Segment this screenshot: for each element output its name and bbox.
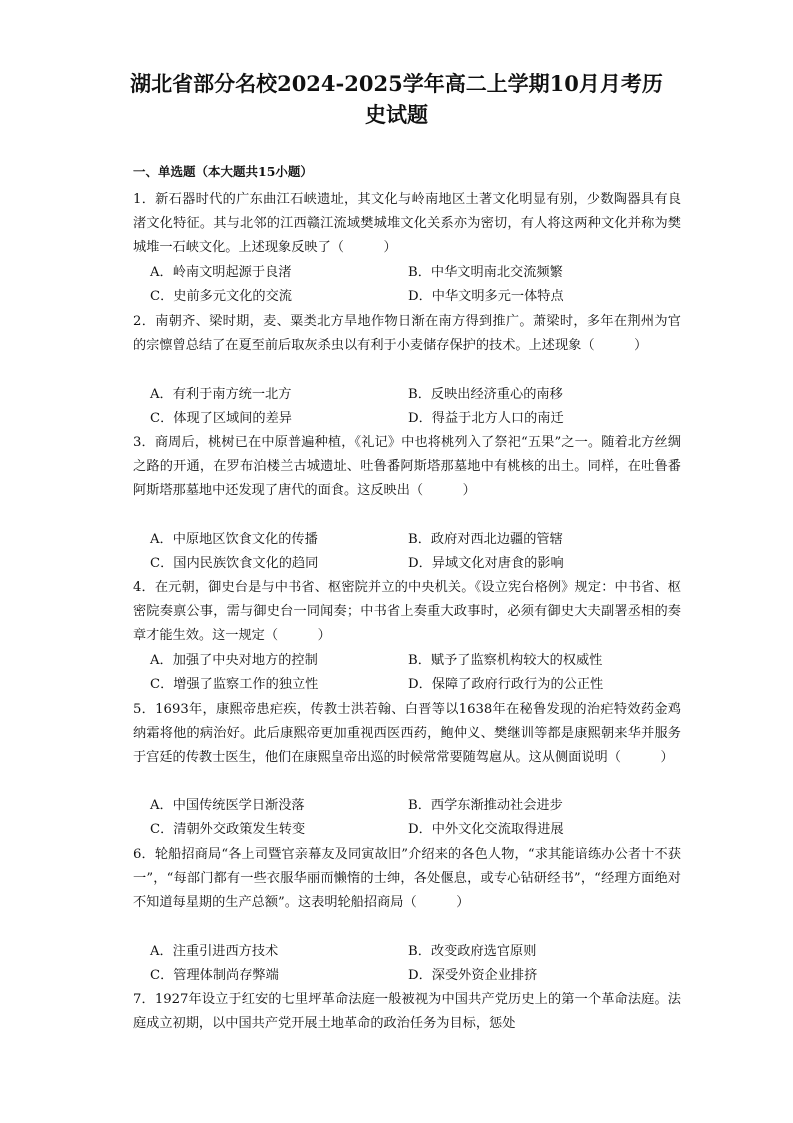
option-b: B．反映出经济重心的南移 bbox=[408, 387, 563, 402]
option-d: D．异域文化对唐食的影响 bbox=[408, 556, 564, 572]
question-3-options bbox=[150, 528, 680, 576]
option-c: C．体现了区域间的差异 bbox=[150, 411, 292, 427]
option-d: D．中华文明多元一体特点 bbox=[408, 289, 564, 305]
question-1-options bbox=[150, 261, 680, 309]
option-a: A．有利于南方统一北方 bbox=[150, 387, 292, 402]
question-5-options bbox=[150, 794, 680, 842]
question-6: 6．轮船招商局“各上司暨官亲幕友及同寅故旧”介绍来的各色人物，“求其能谙练办公者十不获一”，“每部门都有一些衣服华丽而懒惰的士绅，各处偃息，或专心钻研经书”，“经理方面绝对不知道每星期的生产总额”。这表明轮船招商局（ ） bbox=[133, 847, 681, 911]
section-heading: 一、单选题（本大题共15小题） bbox=[133, 164, 313, 179]
option-d: D．保障了政府行政行为的公正性 bbox=[408, 677, 604, 693]
option-c: C．增强了监察工作的独立性 bbox=[150, 677, 319, 693]
option-b: B．政府对西北边疆的管辖 bbox=[408, 532, 563, 547]
option-c: C．国内民族饮食文化的趋同 bbox=[150, 556, 319, 572]
question-7: 7．1927年设立于红安的七里坪革命法庭一般被视为中国共产党历史上的第一个革命法庭。法庭成立初期，以中国共产党开展土地革命的政治任务为目标，惩处 bbox=[133, 992, 681, 1032]
question-4: 4．在元朝，御史台是与中书省、枢密院并立的中央机关。《设立宪台格例》规定：中书省、枢密院奏禀公事，需与御史台一同闻奏；中书省上奏重大政事时，必须有御史大夫副署丞相的奏章才能生效。这一规定（ ） bbox=[133, 580, 681, 644]
question-1: 1．新石器时代的广东曲江石峡遗址，其文化与岭南地区土著文化明显有别，少数陶器具有良渚文化特征。其与北邻的江西赣江流域樊城堆文化关系亦为密切，有人将这两种文化并称为樊城堆一石峡文化。上述现象反映了（ ） bbox=[133, 192, 681, 256]
option-a: A．岭南文明起源于良渚 bbox=[150, 265, 292, 280]
option-c: C．史前多元文化的交流 bbox=[150, 289, 292, 305]
option-a: A．中原地区饮食文化的传播 bbox=[150, 532, 318, 547]
option-d: D．深受外资企业排挤 bbox=[408, 968, 538, 984]
option-d: D．中外文化交流取得进展 bbox=[408, 822, 564, 838]
option-b: B．西学东渐推动社会进步 bbox=[408, 798, 563, 813]
page-title: 湖北省部分名校2024-2025学年高二上学期10月月考历史试题 bbox=[130, 71, 663, 127]
question-4-options bbox=[150, 649, 680, 697]
option-d: D．得益于北方人口的南迁 bbox=[408, 411, 564, 427]
option-a: A．加强了中央对地方的控制 bbox=[150, 653, 318, 668]
option-a: A．中国传统医学日渐没落 bbox=[150, 798, 305, 813]
question-3: 3．商周后，桃树已在中原普遍种植，《礼记》中也将桃列入了祭祀“五果”之一。随着北方丝绸之路的开通，在罗布泊楼兰古城遗址、吐鲁番阿斯塔那墓地中有桃核的出土。同样，在吐鲁番阿斯塔那墓地中还发现了唐代的面食。这反映出（ ） bbox=[133, 435, 681, 499]
option-c: C．清朝外交政策发生转变 bbox=[150, 822, 306, 838]
option-b: B．中华文明南北交流频繁 bbox=[408, 265, 563, 280]
question-5: 5．1693年，康熙帝患疟疾，传教士洪若翰、白晋等以1638年在秘鲁发现的治疟特效药金鸡纳霜将他的病治好。此后康熙帝更加重视西医西药，鲍仲义、樊继训等都是康熙朝来华并服务于宫廷的传教士医生，他们在康熙皇帝出巡的时候常常要随驾扈从。这从侧面说明（ ） bbox=[133, 702, 681, 766]
question-2: 2．南朝齐、梁时期，麦、粟类北方旱地作物日渐在南方得到推广。萧梁时，多年在荆州为官的宗懔曾总结了在夏至前后取灰杀虫以有利于小麦储存保护的技术。上述现象（ ） bbox=[133, 314, 681, 354]
option-b: B．赋予了监察机构较大的权威性 bbox=[408, 653, 603, 668]
option-a: A．注重引进西方技术 bbox=[150, 944, 279, 959]
question-2-options bbox=[150, 383, 680, 431]
option-c: C．管理体制尚存弊端 bbox=[150, 968, 279, 984]
question-6-options bbox=[150, 940, 680, 988]
option-b: B．改变政府选官原则 bbox=[408, 944, 537, 959]
